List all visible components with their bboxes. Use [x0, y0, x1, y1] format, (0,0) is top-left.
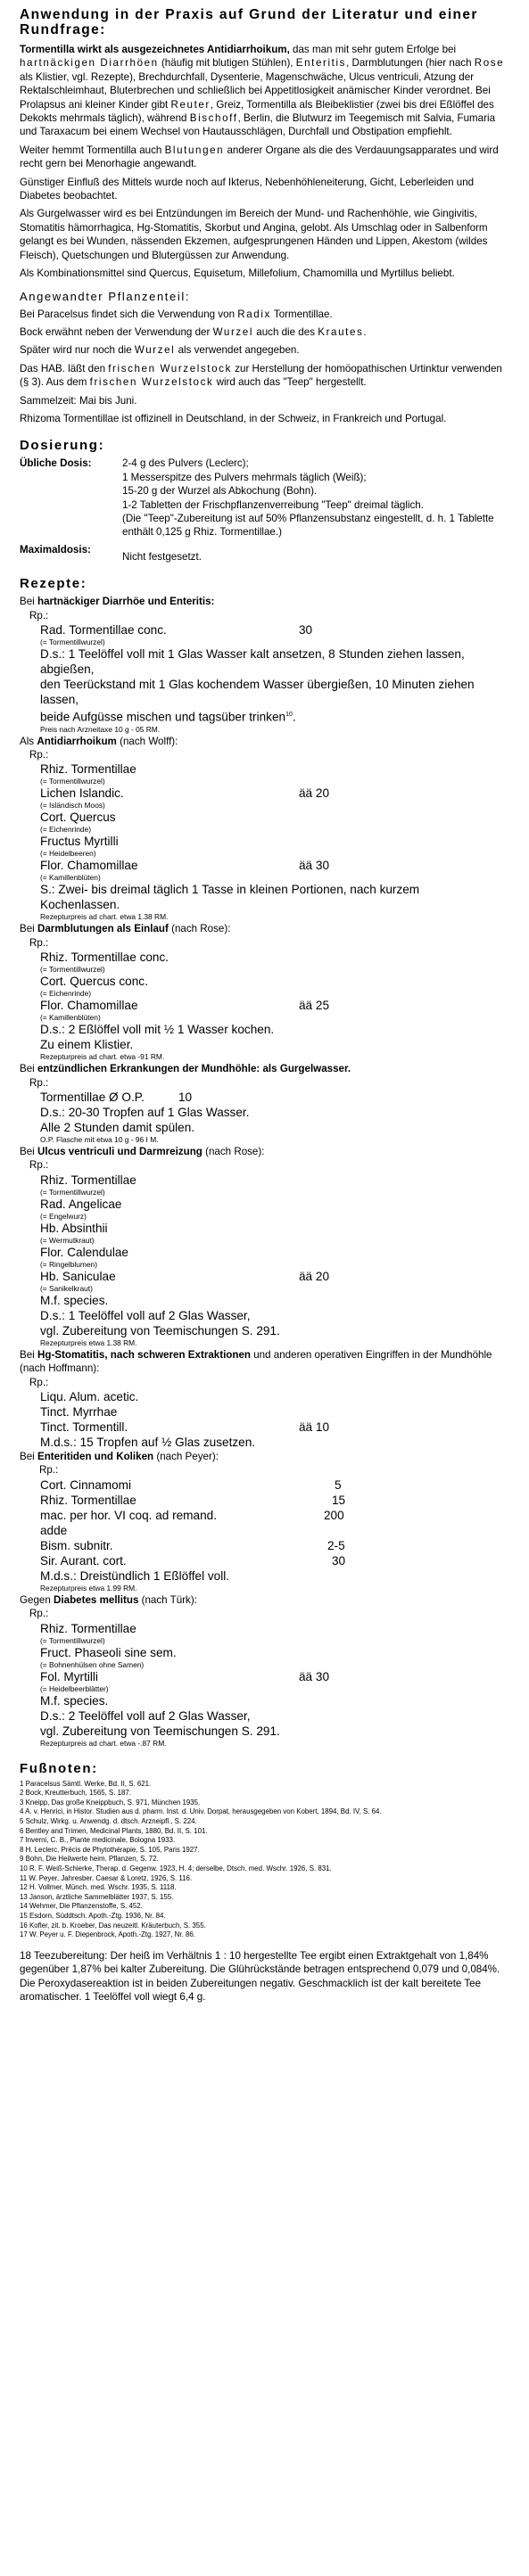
recipes-section — [20, 576, 509, 1748]
footnotes-heading: Fußnoten: — [20, 1760, 98, 1776]
footnote-item: 6 Bentley and Trimen, Medicinal Plants, 1880, Bd. II, S. 101. — [20, 1826, 208, 1835]
ingredient-gloss: (= Kamillenblüten) — [40, 1013, 101, 1023]
signature-line: Alle 2 Stunden damit spülen. — [40, 1120, 195, 1134]
text-run: Das HAB. läßt den — [20, 362, 109, 374]
recipe-indication: Ulcus ventriculi und Darmreizung — [37, 1145, 203, 1157]
ingredient-gloss: (= Heidelbeerblätter) — [40, 1683, 109, 1693]
signature-line: D.s.: 1 Teelöffel voll mit 1 Glas Wasser kalt ansetzen, 8 Stunden ziehen lassen, abgießen, — [40, 647, 465, 676]
text-run: , Darmblutungen (hier nach — [346, 57, 475, 70]
price-note: Rezepturpreis ad chart. etwa 1.38 RM. — [40, 912, 169, 922]
ingredient-row — [20, 622, 509, 638]
price-note: Preis nach Arzneitaxe 10 g - 05 RM. — [40, 724, 161, 734]
intro-paragraph-3: Günstiger Einfluß des Mittels wurde noch auf Ikterus, Nebenhöhleneiterung, Gicht, Leberleiden und Diabetes beobachtet. — [20, 176, 475, 202]
ingredient-row — [20, 1621, 509, 1636]
ingredient-qty: ää 20 — [299, 1269, 330, 1283]
ingredient-name: Bism. subnitr. — [40, 1538, 113, 1552]
price-note: Rezepturpreis etwa 1.99 RM. — [40, 1583, 137, 1593]
signature-line: D.s.: 2 Teelöffel voll auf 2 Glas Wasser, — [40, 1708, 251, 1723]
ingredient-qty: 15 — [332, 1493, 346, 1507]
footnote-item: 4 A. v. Henrici, in Histor. Studien aus d. pharm. Inst. d. Univ. Dorpat, herausgegeben von Kobert, 1894, Bd. IV, S. 64. — [20, 1807, 382, 1816]
footnote-item: 17 W. Peyer u. F. Diepenbrock, Apoth.-Ztg. 1927, Nr. 86. — [20, 1930, 195, 1939]
dose-line: 2-4 g des Pulvers (Leclerc); — [122, 457, 249, 470]
recipe-indication: Antidiarrhoikum — [37, 735, 117, 747]
signature-line: vgl. Zubereitung von Teemischungen S. 291. — [40, 1323, 280, 1337]
signature-line: vgl. Zubereitung von Teemischungen S. 291. — [40, 1724, 280, 1738]
page-title: Anwendung in der Praxis auf Grund der Literatur und einer Rundfrage: — [20, 7, 478, 37]
ingredient-name: Flor. Chamomillae — [40, 999, 138, 1013]
footnote-item: 2 Bock, Kreutterbuch, 1565, S. 187. — [20, 1789, 132, 1798]
max-dose-row — [20, 543, 509, 564]
plant-part-line-6: Rhizoma Tormentillae ist offizinell in Deutschland, in der Schweiz, in Frankreich und Portugal. — [20, 412, 447, 424]
recipe-1 — [20, 595, 509, 734]
text-run: (nach Rose): — [168, 923, 231, 935]
ingredient-gloss: (= Heidelbeeren) — [40, 849, 96, 859]
signature-line: M.d.s.: 15 Tropfen auf ½ Glas zusetzen. — [40, 1436, 256, 1449]
text-run: als verwendet angegeben. — [175, 344, 300, 357]
ingredient-row — [20, 1269, 509, 1284]
price-note: Rezepturpreis ad chart. etwa -91 RM. — [40, 1052, 165, 1062]
ingredient-name: Rad. Tormentillae conc. — [40, 623, 167, 637]
footnote-list — [20, 1780, 509, 1940]
footnote-item: 16 Kofler, zit. b. Kroeber, Das neuzeitl. Kräuterbuch, S. 355. — [20, 1921, 206, 1930]
ingredient-qty: 5 — [335, 1477, 342, 1492]
ingredient-name: Rad. Angelicae — [40, 1197, 122, 1211]
ingredient-row — [20, 858, 509, 873]
text-run: Bock erwähnt neben der Verwendung der — [20, 325, 213, 338]
spaced-term: hartnäckigen Diarrhöen — [20, 57, 159, 70]
ingredient-row — [20, 1477, 509, 1493]
spaced-name: Reuter — [170, 98, 211, 111]
text-run: Später wird nur noch die — [20, 344, 135, 357]
recipe-intro — [20, 1593, 509, 1607]
recipe-8 — [20, 1593, 509, 1749]
text-run: Bei — [20, 596, 37, 608]
text-run: Bei — [20, 1348, 37, 1361]
text-run: Gegen — [20, 1593, 54, 1606]
text-run: (nach Wolff): — [116, 735, 178, 747]
recipe-indication: Hg-Stomatitis, nach schweren Extraktionen — [37, 1348, 251, 1361]
text-run: Bei — [20, 923, 37, 935]
usual-dose-values — [115, 457, 509, 539]
rp-label: Rp.: — [29, 1376, 49, 1388]
ingredient-qty: ää 20 — [299, 786, 330, 801]
max-dose-value: Nicht festgesetzt. — [122, 550, 202, 563]
plant-part-heading: Angewandter Pflanzenteil: — [20, 289, 191, 303]
ingredient-gloss: (= Tormentillwurzel) — [40, 965, 105, 975]
recipe-intro — [20, 595, 509, 608]
ingredient-name: Rhiz. Tormentillae conc. — [40, 951, 169, 965]
usual-dose-row — [20, 457, 509, 539]
dose-line: 15-20 g der Wurzel als Abkochung (Bohn). — [122, 485, 318, 498]
rp-label: Rp.: — [29, 1608, 49, 1620]
signature-line — [20, 707, 509, 725]
footnote-ref: 10 — [285, 712, 293, 718]
ingredient-qty: 30 — [299, 623, 313, 637]
spaced-term: frischen Wurzelstock — [108, 362, 232, 374]
ingredient-row — [20, 1493, 509, 1508]
signature-line: den Teerückstand mit 1 Glas kochendem Wasser übergießen, 10 Minuten ziehen lassen, — [40, 678, 475, 706]
ingredient-row — [20, 834, 509, 849]
ingredient-qty: ää 25 — [299, 999, 330, 1013]
max-dose-label: Maximaldosis: — [20, 543, 91, 556]
ingredient-gloss: (= Ringelblumen) — [40, 1259, 98, 1269]
ingredient-gloss: (= Eichenrinde) — [40, 825, 92, 835]
ingredient-name: Flor. Calendulae — [40, 1245, 128, 1259]
footnote-item: 9 Bohn, Die Heilwerte heim. Pflanzen, S. 72. — [20, 1855, 159, 1864]
recipe-6 — [20, 1348, 509, 1450]
footnote-item: 12 H. Vollmer, Münch. med. Wschr. 1935, S. 1118. — [20, 1883, 177, 1892]
ingredient-row — [20, 1245, 509, 1260]
spaced-term: Wurzel — [134, 344, 176, 357]
text-run: wird auch das "Teep" hergestellt. — [213, 376, 367, 389]
ingredient-name: Cort. Quercus — [40, 811, 116, 825]
spaced-name: Rose — [474, 57, 505, 70]
ingredient-name: adde — [40, 1523, 68, 1537]
ingredient-name: Rhiz. Tormentillae — [40, 1173, 136, 1187]
recipe-intro — [20, 735, 509, 748]
spaced-term: Krautes — [318, 325, 364, 338]
plant-part-line-3 — [20, 343, 509, 357]
footnote-item: 7 Inverni, C. B., Piante medicinale, Bologna 1933. — [20, 1836, 176, 1845]
signature-line: D.s.: 20-30 Tropfen auf 1 Glas Wasser. — [40, 1105, 250, 1119]
spaced-term: frischen Wurzelstock — [89, 376, 214, 389]
text-run: als Klistier, vgl. Rezepte), Brechdurchfall, Dysenterie, Magenschwäche, Ulcus ventriculi, Atzung der Rektalschleimhaut, Bluterbrechen und schließlich bei Appetitlosigkeit anämischer Kinder verordnet. Bei Prolapsus ani kleiner Kinder gibt — [20, 70, 491, 111]
text-run: Als — [20, 735, 37, 747]
recipe-3 — [20, 922, 509, 1062]
ingredient-row — [20, 998, 509, 1013]
recipe-intro — [20, 922, 509, 935]
ingredient-row — [20, 1389, 509, 1404]
text-run: . — [363, 325, 367, 338]
signature-line: M.d.s.: Dreistündlich 1 Eßlöffel voll. — [40, 1568, 230, 1583]
recipes-heading: Rezepte: — [20, 576, 87, 592]
ingredient-row — [20, 974, 509, 989]
recipe-intro — [20, 1348, 509, 1376]
price-note: O.P. Flasche mit etwa 10 g - 96 I M. — [40, 1134, 159, 1144]
rp-label: Rp.: — [29, 748, 49, 761]
signature-line: D.s.: 2 Eßlöffel voll mit ½ 1 Wasser kochen. — [40, 1023, 275, 1037]
footnote-item: 5 Schulz, Wirkg. u. Anwendg. d. dtsch. Arzneipfl., S. 224. — [20, 1817, 197, 1825]
text-run: Bei — [20, 1063, 37, 1075]
recipe-intro — [20, 1450, 509, 1463]
intro-paragraph-5: Als Kombinationsmittel sind Quercus, Equisetum, Millefolium, Chamomilla und Myrtillus beliebt. — [20, 267, 455, 280]
signature-line: M.f. species. — [40, 1693, 109, 1708]
recipe-2 — [20, 735, 509, 923]
ingredient-row — [20, 1197, 509, 1212]
ingredient-name: Cort. Cinnamomi — [40, 1477, 131, 1492]
ingredient-qty: 30 — [332, 1553, 346, 1568]
rp-label: Rp.: — [29, 1159, 49, 1172]
footnotes-section — [20, 1761, 509, 2004]
spaced-term: Blutungen — [164, 144, 225, 156]
recipe-indication: Darmblutungen als Einlauf — [37, 923, 169, 935]
recipe-intro — [20, 1145, 509, 1158]
text-run: das man mit sehr gutem Erfolge bei — [289, 44, 457, 55]
usual-dose-label: Übliche Dosis: — [20, 457, 92, 470]
ingredient-name: Rhiz. Tormentillae — [40, 1621, 136, 1635]
text-run: zur Herstellung der homöopathischen Urtinktur verwenden (§ 3). Aus dem — [20, 362, 502, 389]
ingredient-name: Rhiz. Tormentillae — [40, 1493, 136, 1507]
text-run: beide Aufgüsse mischen und tagsüber trinken — [40, 710, 286, 724]
intro-lead: Tormentilla wirkt als ausgezeichnetes Antidiarrhoikum, — [20, 44, 290, 55]
ingredient-gloss: (= Kamillenblüten) — [40, 873, 101, 883]
rp-label: Rp.: — [29, 1076, 49, 1089]
ingredient-row — [20, 1173, 509, 1188]
ingredient-qty: 200 — [324, 1508, 344, 1522]
footnote-item: 3 Kneipp, Das große Kneippbuch, S. 971, München 1935. — [20, 1798, 201, 1806]
tea-preparation-note: 18 Teezubereitung: Der heiß im Verhältnis 1 : 10 hergestellte Tee ergibt einen Extraktgehalt von 1,84% gegenüber 1,87% bei kalter Zubereitung. Die Glührückstände betragen entsprechend 0,079 und 0,084%. Die Peroxydasereaktion ist in beiden Zubereitungen negativ. Geschmacklich ist der kalt bereitete Tee aromatischer. 1 Teelöffel voll wiegt 6,4 g. — [20, 1949, 500, 2003]
ingredient-name: Rhiz. Tormentillae — [40, 762, 136, 777]
signature-line: D.s.: 1 Teelöffel voll auf 2 Glas Wasser, — [40, 1308, 251, 1322]
intro-paragraph-2 — [20, 144, 509, 171]
text-run: , Berlin, die Blutwurz im Teegemisch mit Salvia, Fumaria und Taraxacum bei einem Wechsel von Hautausschlägen, Durchfall und Obstipation empfiehlt. — [20, 112, 496, 138]
ingredient-name: Tinct. Tormentill. — [40, 1420, 128, 1434]
ingredient-qty: ää 10 — [299, 1420, 330, 1434]
rp-label: Rp.: — [39, 1464, 59, 1477]
signature-line: M.f. species. — [40, 1293, 109, 1307]
dosage-heading: Dosierung: — [20, 438, 105, 454]
text-run: anderer Organe als die des Verdauungsapparates und wird recht gern bei Menorhagie angewandt. — [20, 144, 499, 170]
text-run: und anderen operativen Eingriffen in der Mundhöhle (nach Hoffmann): — [20, 1348, 492, 1375]
recipe-7 — [20, 1450, 509, 1593]
recipe-intro — [20, 1062, 509, 1075]
dose-line: (Die "Teep"-Zubereitung ist auf 50% Pflanzensubstanz eingestellt, d. h. 1 Tablette enthält 0,125 g Rhiz. Tormentillae.) — [122, 512, 494, 539]
ingredient-row — [20, 1090, 509, 1105]
ingredient-name: Hb. Saniculae — [40, 1269, 116, 1283]
signature-line: S.: Zwei- bis dreimal täglich 1 Tasse in kleinen Portionen, nach kurzem — [40, 883, 420, 897]
ingredient-name: Liqu. Alum. acetic. — [40, 1390, 139, 1403]
text-run: Weiter hemmt Tormentilla auch — [20, 144, 165, 156]
plant-part-line-5: Sammelzeit: Mai bis Juni. — [20, 394, 137, 407]
rp-label: Rp.: — [29, 609, 49, 621]
ingredient-name: Cort. Quercus conc. — [40, 975, 148, 989]
spaced-term: Radix — [237, 308, 271, 320]
spaced-term: Wurzel — [212, 325, 254, 338]
ingredient-name: Fol. Myrtilli — [40, 1669, 98, 1683]
spaced-name: Bischoff — [189, 112, 238, 125]
plant-part-section — [20, 290, 509, 426]
recipe-indication: hartnäckiger Diarrhöe und Enteritis: — [37, 596, 215, 608]
footnote-item: 15 Esdorn, Süddtsch. Apoth.-Ztg. 1936, Nr. 84. — [20, 1911, 166, 1920]
text-run: auch die des — [253, 325, 318, 338]
ingredient-qty: 10 — [178, 1090, 193, 1104]
ingredient-row — [20, 950, 509, 965]
recipe-indication: Enteritiden und Koliken — [37, 1451, 154, 1462]
signature-line: Kochenlassen. — [40, 898, 120, 912]
plant-part-line-2 — [20, 325, 509, 339]
footnote-item: 1 Paracelsus Sämtl. Werke, Bd. II, S. 621. — [20, 1779, 152, 1788]
recipe-4 — [20, 1062, 509, 1145]
text-run: Bei — [20, 1451, 37, 1462]
intro-section — [20, 43, 509, 281]
text-run: (häufig mit blutigen Stühlen), — [158, 57, 296, 70]
text-run: , Greiz, Tormentilla als Bleibeklistier (zwei bis drei Eßlöffel des Dekokts mehrmals täglich), während — [20, 98, 494, 125]
ingredient-row — [20, 1645, 509, 1660]
text-run: Bei Paracelsus findet sich die Verwendung von — [20, 308, 238, 320]
footnote-item: 10 R. F. Weiß-Schierke, Therap. d. Gegenw. 1923, H. 4; derselbe, Dtsch. med. Wschr. 1926, S. 831. — [20, 1864, 332, 1872]
signature-line: Zu einem Klistier. — [40, 1038, 134, 1052]
ingredient-row — [20, 810, 509, 825]
ingredient-qty: ää 30 — [299, 859, 330, 873]
ingredient-qty: ää 30 — [299, 1669, 330, 1683]
ingredient-gloss: (= Sanikelkraut) — [40, 1283, 93, 1293]
ingredient-row — [20, 1420, 509, 1435]
text-run: (nach Rose): — [202, 1145, 265, 1157]
ingredient-gloss: (= Tormentillwurzel) — [40, 1187, 105, 1197]
intro-paragraph-1 — [20, 43, 509, 139]
plant-part-line-1 — [20, 308, 509, 321]
text-run: . — [292, 710, 296, 724]
ingredient-gloss: (= Isländisch Moos) — [40, 801, 105, 811]
ingredient-row — [20, 1538, 509, 1553]
ingredient-qty: 2-5 — [327, 1538, 345, 1552]
spaced-term: Enteritis — [295, 57, 347, 70]
rp-label: Rp.: — [29, 936, 49, 949]
ingredient-name: Fructus Myrtilli — [40, 835, 119, 849]
ingredient-gloss: (= Bohnenhülsen ohne Samen) — [40, 1659, 145, 1669]
ingredient-row — [20, 1553, 509, 1568]
ingredient-row — [20, 1221, 509, 1236]
ingredient-gloss: (= Engelwurz) — [40, 1211, 87, 1221]
dosage-section — [20, 438, 509, 564]
ingredient-name: Lichen Islandic. — [40, 786, 124, 801]
recipe-indication: Diabetes mellitus — [54, 1593, 139, 1606]
ingredient-gloss: (= Eichenrinde) — [40, 989, 92, 999]
footnote-item: 14 Wehmer, Die Pflanzenstoffe, S. 452. — [20, 1902, 143, 1911]
ingredient-row — [20, 1404, 509, 1420]
ingredient-name: Tinct. Myrrhae — [40, 1405, 118, 1419]
ingredient-name: mac. per hor. VI coq. ad remand. — [40, 1508, 217, 1522]
text-run: Tormentillae. — [270, 308, 333, 320]
ingredient-gloss: (= Wermutkraut) — [40, 1235, 95, 1245]
ingredient-name: Hb. Absinthii — [40, 1221, 108, 1235]
dose-line: 1 Messerspitze des Pulvers mehrmals täglich (Weiß); — [122, 471, 367, 483]
text-run: (nach Peyer): — [153, 1451, 219, 1462]
text-run: (nach Türk): — [138, 1593, 197, 1606]
recipe-indication: entzündlichen Erkrankungen der Mundhöhle: als Gurgelwasser. — [37, 1063, 351, 1075]
text-run: Bei — [20, 1145, 37, 1157]
price-note: Rezepturpreis ad chart. etwa -.87 RM. — [40, 1738, 167, 1748]
footnote-item: 13 Janson, ärztliche Sammelblätter 1937, S. 155. — [20, 1892, 174, 1901]
ingredient-name: Flor. Chamomillae — [40, 859, 138, 873]
ingredient-row — [20, 1508, 509, 1523]
ingredient-name: Sir. Aurant. cort. — [40, 1553, 127, 1568]
ingredient-name: Tormentillae Ø O.P. — [40, 1090, 145, 1104]
price-note: Rezepturpreis etwa 1.38 RM. — [40, 1337, 137, 1347]
dose-line: 1-2 Tabletten der Frischpflanzenverreibung "Teep" dreimal täglich. — [122, 498, 424, 511]
ingredient-row — [20, 761, 509, 777]
intro-paragraph-4: Als Gurgelwasser wird es bei Entzündungen im Bereich der Mund- und Rachenhöhle, wie Gingivitis, Stomatitis hämorrhagica, Hg-Stomatitis, Skorbut und Angina, gelobt. Als Umschlag oder in Salbenform gelangt es bei Wunden, nässenden Ekzemen, aufgesprungenen Händen und Lippen, Akestom (wildes Fleisch), Quetschungen und Blutergüssen zur Anwendung. — [20, 208, 488, 261]
ingredient-row — [20, 1669, 509, 1684]
ingredient-row — [20, 786, 509, 801]
ingredient-gloss: (= Tormentillwurzel) — [40, 777, 105, 786]
ingredient-name: Fruct. Phaseoli sine sem. — [40, 1645, 177, 1659]
recipe-5 — [20, 1145, 509, 1348]
ingredient-gloss: (= Tormentillwurzel) — [40, 1635, 105, 1645]
footnote-item: 8 H. Leclerc, Précis de Phytothérapie, S. 105, Paris 1927. — [20, 1845, 200, 1854]
plant-part-line-4 — [20, 362, 509, 390]
ingredient-gloss: (= Tormentillwurzel) — [40, 638, 105, 646]
ingredient-row — [20, 1523, 509, 1538]
footnote-item: 11 W. Peyer, Jahresber. Caesar & Loretz, 1926, S. 116. — [20, 1873, 193, 1882]
